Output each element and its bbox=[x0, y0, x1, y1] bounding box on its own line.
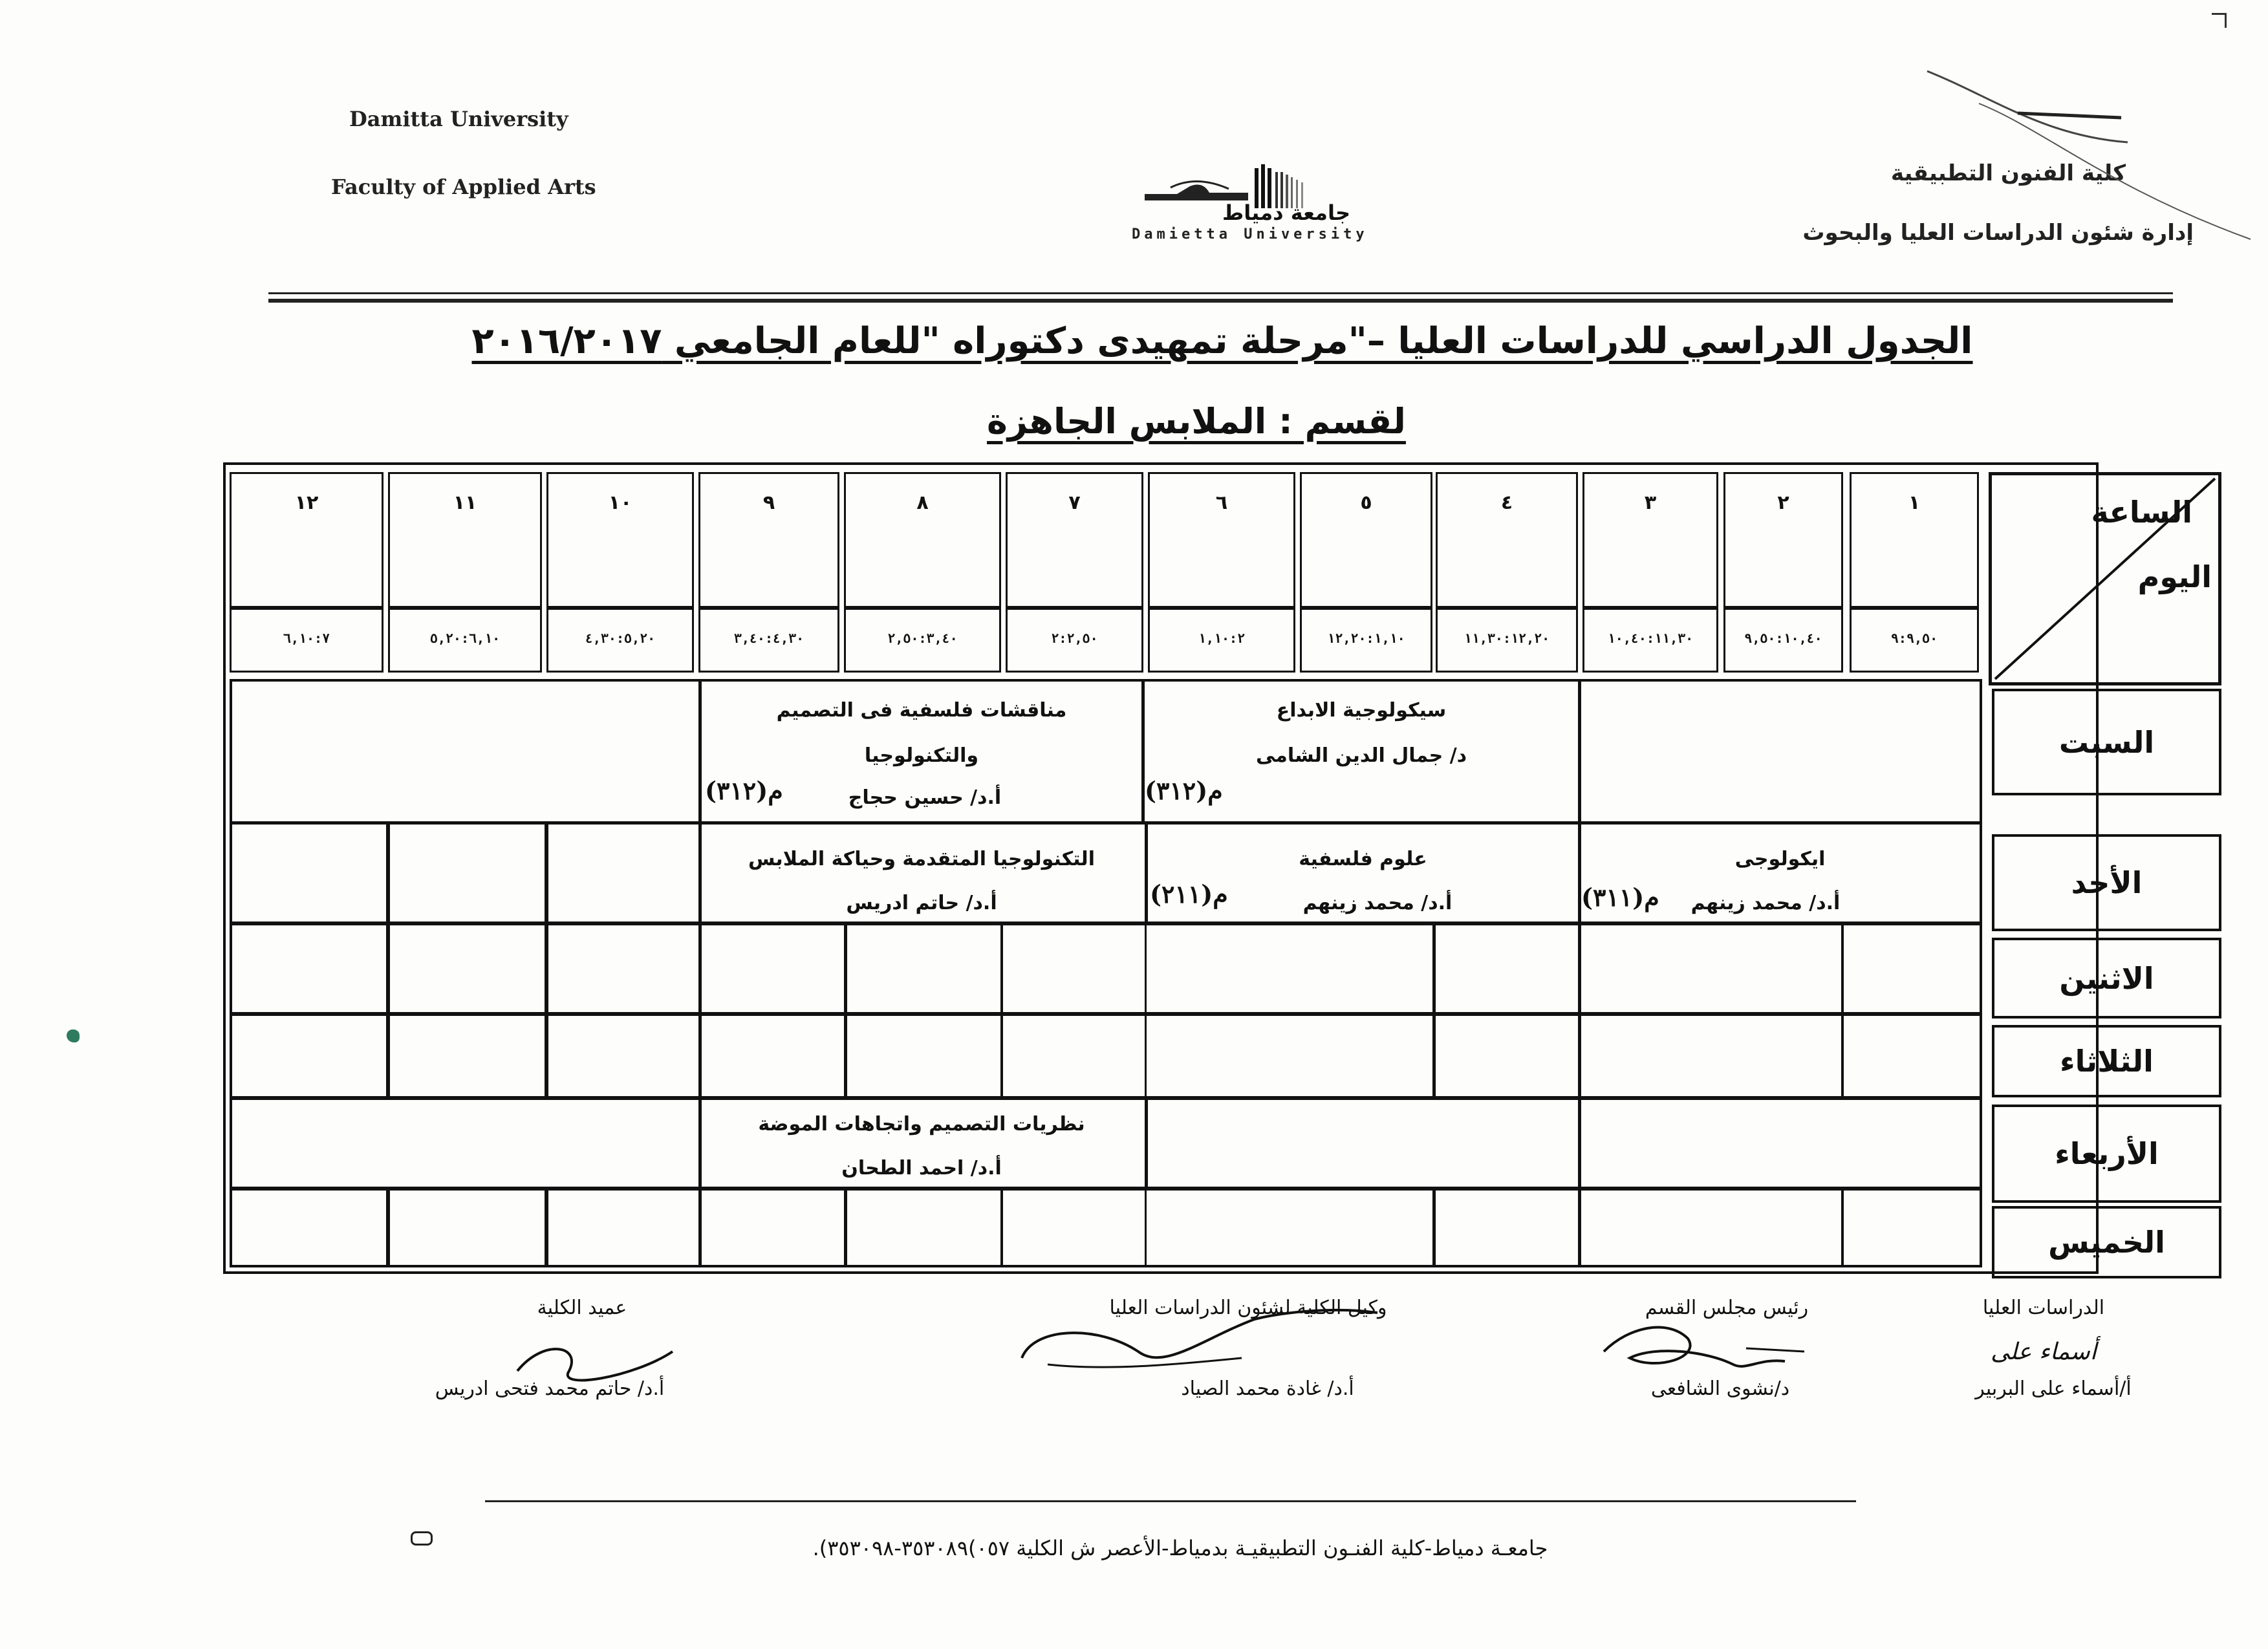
thu-cell-4 bbox=[1432, 1189, 1581, 1267]
mon-cell-7 bbox=[1001, 923, 1147, 1014]
signature-handwriting: أسماء على bbox=[1991, 1339, 2097, 1365]
logo-text-ar: جامعة دمياط bbox=[1222, 200, 1351, 225]
sun-cell-11 bbox=[388, 821, 546, 923]
day-wednesday: الأربعاء bbox=[1992, 1105, 2221, 1203]
mon-cell-4 bbox=[1432, 923, 1581, 1014]
period-number-6: ٦ bbox=[1215, 491, 1228, 514]
sat-cell-10-12 bbox=[230, 679, 702, 824]
page-title: الجدول الدراسي للدراسات العليا –"مرحلة تمهيدى دكتوراه "للعام الجامعي ٢٠١٦/٢٠١٧ bbox=[471, 320, 1973, 362]
corner-day-label: اليوم bbox=[2137, 559, 2212, 594]
header-rule-top bbox=[268, 292, 2173, 294]
day-tuesday: الثلاثاء bbox=[1992, 1025, 2221, 1097]
course-title: مناقشات فلسفية فى التصميم bbox=[776, 699, 1067, 722]
logo-text-en: Damietta University bbox=[1132, 226, 1368, 242]
tue-cell-2-3 bbox=[1578, 1014, 1843, 1098]
time-label-5: ١٢,٢٠:١,١٠ bbox=[1327, 630, 1405, 646]
thu-cell-8 bbox=[844, 1189, 1002, 1267]
tue-cell-9 bbox=[698, 1014, 847, 1098]
period-number-11: ١١ bbox=[453, 491, 477, 514]
university-name-en: Damitta University bbox=[349, 107, 568, 131]
signature-role-dean: عميد الكلية bbox=[537, 1297, 627, 1319]
period-number-1: ١ bbox=[1908, 491, 1921, 514]
sun-cell-10 bbox=[546, 821, 702, 923]
period-number-7: ٧ bbox=[1068, 491, 1081, 514]
course-professor: أ.د/ حسين حجاج bbox=[848, 786, 1002, 809]
signature-name-department-head: د/نشوى الشافعى bbox=[1650, 1377, 1790, 1400]
wed-cell-1-4 bbox=[1578, 1098, 1982, 1189]
signature-role-vice-dean: وكيل الكلية لشئون الدراسات العليا bbox=[1109, 1297, 1387, 1319]
tue-cell-11 bbox=[388, 1014, 546, 1098]
period-number-9: ٩ bbox=[762, 491, 775, 514]
signature-role-graduate: الدراسات العليا bbox=[1982, 1297, 2105, 1319]
footer-mark-icon bbox=[411, 1531, 433, 1546]
thu-cell-5-6 bbox=[1145, 1189, 1436, 1267]
course-title: ايكولوجى bbox=[1734, 848, 1826, 870]
mon-cell-12 bbox=[230, 923, 388, 1014]
time-label-4: ١١,٣٠:١٢,٢٠ bbox=[1463, 630, 1550, 646]
period-number-12: ١٢ bbox=[294, 491, 319, 514]
time-label-2: ٩,٥٠:١٠,٤٠ bbox=[1744, 630, 1822, 646]
signature-name-graduate: أ/أسماء على البربير bbox=[1975, 1377, 2132, 1400]
thu-cell-9 bbox=[698, 1189, 847, 1267]
signature-role-department-head: رئيس مجلس القسم bbox=[1645, 1297, 1809, 1319]
wed-cell-5-7 bbox=[1145, 1098, 1581, 1189]
time-label-3: ١٠,٤٠:١١,٣٠ bbox=[1607, 630, 1694, 646]
header-rule-bottom bbox=[268, 299, 2173, 303]
mon-cell-8 bbox=[844, 923, 1002, 1014]
section-title: لقسم : الملابس الجاهزة bbox=[987, 401, 1406, 442]
course-title: التكنولوجيا المتقدمة وحياكة الملابس bbox=[748, 848, 1095, 870]
department-name-ar: إدارة شئون الدراسات العليا والبحوث bbox=[1802, 220, 2194, 246]
period-number-8: ٨ bbox=[916, 491, 929, 514]
corner-cell bbox=[1989, 472, 2221, 685]
time-label-12: ٦,١٠:٧ bbox=[283, 630, 330, 646]
thu-cell-2-3 bbox=[1578, 1189, 1843, 1267]
time-label-6: ١,١٠:٢ bbox=[1198, 630, 1246, 646]
course-professor: أ.د/ احمد الطحان bbox=[841, 1157, 1002, 1180]
mon-cell-5-6 bbox=[1145, 923, 1436, 1014]
signature-name-dean: أ.د/ حاتم محمد فتحى ادريس bbox=[435, 1377, 665, 1400]
course-professor: أ.د/ محمد زينهم bbox=[1302, 892, 1453, 914]
tue-cell-5-6 bbox=[1145, 1014, 1436, 1098]
day-sunday: الأحد bbox=[1992, 834, 2221, 931]
mon-cell-1 bbox=[1842, 923, 1982, 1014]
university-logo bbox=[1132, 155, 1436, 246]
sun-cell-12 bbox=[230, 821, 388, 923]
thu-cell-7 bbox=[1001, 1189, 1147, 1267]
faculty-name-en: Faculty of Applied Arts bbox=[331, 175, 596, 199]
time-label-11: ٥,٢٠:٦,١٠ bbox=[429, 630, 501, 646]
course-room: م(٣١١) bbox=[1581, 883, 1659, 912]
thu-cell-11 bbox=[388, 1189, 546, 1267]
tue-cell-10 bbox=[546, 1014, 702, 1098]
day-saturday: السبت bbox=[1992, 689, 2221, 795]
mon-cell-10 bbox=[546, 923, 702, 1014]
time-label-1: ٩:٩,٥٠ bbox=[1890, 630, 1938, 646]
ink-dot bbox=[67, 1029, 80, 1042]
tue-cell-7 bbox=[1001, 1014, 1147, 1098]
signature-scribble bbox=[1591, 1313, 1811, 1384]
tue-cell-4 bbox=[1432, 1014, 1581, 1098]
mon-cell-2-3 bbox=[1578, 923, 1843, 1014]
day-thursday: الخميس bbox=[1992, 1206, 2221, 1278]
footer-address: جامعـة دمياط-كلية الفنـون التطبيقيـة بدمياط-الأعصر ش الكلية ٠٥٧)٣٥٣٠٨٩-٣٥٣٠٩٨). bbox=[812, 1536, 1548, 1560]
course-room: م(٢١١) bbox=[1150, 879, 1228, 909]
course-title: نظريات التصميم واتجاهات الموضة bbox=[758, 1113, 1085, 1136]
footer-rule bbox=[485, 1500, 1856, 1502]
wed-cell-10-12 bbox=[230, 1098, 702, 1189]
signature-name-vice-dean: أ.د/ غادة محمد الصياد bbox=[1181, 1377, 1354, 1400]
corner-mark bbox=[2212, 13, 2227, 28]
day-monday: الاثنين bbox=[1992, 938, 2221, 1018]
tue-cell-8 bbox=[844, 1014, 1002, 1098]
tue-cell-1 bbox=[1842, 1014, 1982, 1098]
thu-cell-1 bbox=[1842, 1189, 1982, 1267]
course-professor: أ.د/ حاتم ادريس bbox=[846, 892, 997, 914]
course-room: م(٣١٢) bbox=[1145, 776, 1223, 805]
period-number-2: ٢ bbox=[1777, 491, 1789, 514]
time-label-9: ٣,٤٠:٤,٣٠ bbox=[733, 630, 805, 646]
time-label-8: ٢,٥٠:٣,٤٠ bbox=[887, 630, 958, 646]
mon-cell-9 bbox=[698, 923, 847, 1014]
course-title-line2: والتكنولوجيا bbox=[864, 744, 979, 767]
period-number-3: ٣ bbox=[1644, 491, 1657, 514]
time-label-7: ٢:٢,٥٠ bbox=[1051, 630, 1098, 646]
time-label-10: ٤,٣٠:٥,٢٠ bbox=[585, 630, 656, 646]
faculty-name-ar: كلية الفنون التطبيقية bbox=[1890, 160, 2126, 186]
course-professor: أ.د/ محمد زينهم bbox=[1690, 892, 1841, 914]
course-professor: د/ جمال الدين الشامى bbox=[1255, 744, 1467, 767]
mon-cell-11 bbox=[388, 923, 546, 1014]
course-title: سيكولوجية الابداع bbox=[1276, 699, 1447, 722]
course-title: علوم فلسفية bbox=[1299, 848, 1427, 870]
period-number-4: ٤ bbox=[1500, 491, 1513, 514]
thu-cell-12 bbox=[230, 1189, 388, 1267]
thu-cell-10 bbox=[546, 1189, 702, 1267]
sat-cell-1-4 bbox=[1578, 679, 1982, 824]
period-number-10: ١٠ bbox=[608, 491, 632, 514]
corner-hour-label: الساعة bbox=[2091, 495, 2192, 530]
signature-scribble bbox=[1009, 1300, 1397, 1384]
period-number-5: ٥ bbox=[1360, 491, 1372, 514]
course-room: م(٣١٢) bbox=[705, 776, 783, 805]
tue-cell-12 bbox=[230, 1014, 388, 1098]
stamp-mark bbox=[1914, 58, 2257, 252]
